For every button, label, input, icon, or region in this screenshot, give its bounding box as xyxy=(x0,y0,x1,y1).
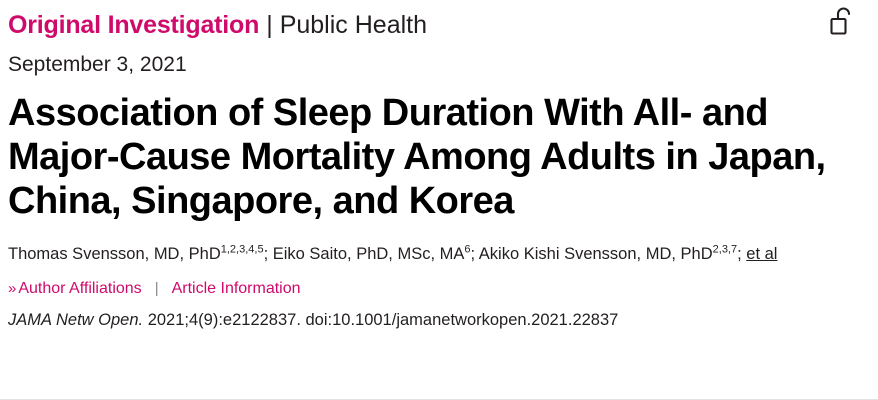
author-affiliation-marker-2: 6 xyxy=(464,243,471,256)
chevron-double-right-icon: » xyxy=(8,280,15,298)
article-topic-label[interactable]: Public Health xyxy=(279,11,428,39)
et-al-link[interactable]: et al xyxy=(746,245,778,264)
author-list xyxy=(8,243,848,265)
author-name-1[interactable]: Thomas Svensson, MD, PhD xyxy=(8,245,221,264)
author-separator-1: ; xyxy=(263,245,273,264)
author-separator-3: ; xyxy=(737,245,747,264)
citation-details[interactable]: 2021;4(9):e2122837. doi:10.1001/jamanetworkopen.2021.22837 xyxy=(143,310,619,329)
author-affiliation-marker-1: 1,2,3,4,5 xyxy=(220,243,264,256)
article-information-link[interactable]: Article Information xyxy=(171,279,301,297)
article-kicker xyxy=(8,10,848,40)
article-type-label[interactable]: Original Investigation xyxy=(8,11,260,39)
article-links xyxy=(8,280,848,298)
author-separator-2: ; xyxy=(470,245,479,264)
publication-date: September 3, 2021 xyxy=(8,53,187,76)
open-lock-icon xyxy=(830,6,856,36)
page-title: Association of Sleep Duration With All- and Major-Cause Mortality Among Adults in Japan, China, Singapore, and Korea xyxy=(8,92,826,223)
author-name-2[interactable]: Eiko Saito, PhD, MSc, MA xyxy=(272,245,465,264)
links-separator: | xyxy=(154,280,159,298)
journal-name: JAMA Netw Open. xyxy=(8,310,144,329)
citation-line xyxy=(8,310,848,331)
kicker-separator: | xyxy=(266,11,273,39)
author-affiliations-link[interactable]: Author Affiliations xyxy=(18,279,142,297)
author-affiliation-marker-3: 2,3,7 xyxy=(712,243,738,256)
author-name-3[interactable]: Akiko Kishi Svensson, MD, PhD xyxy=(478,245,713,264)
